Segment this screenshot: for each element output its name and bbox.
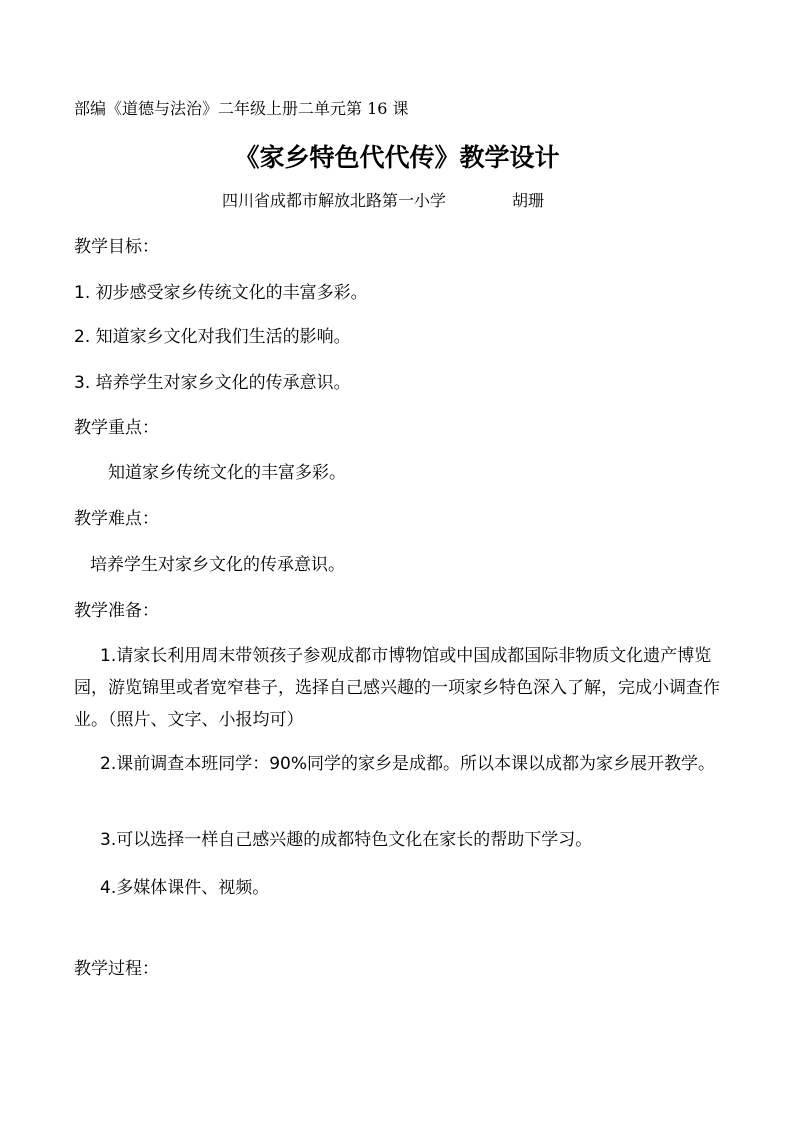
document-title: 《家乡特色代代传》教学设计 bbox=[234, 143, 560, 172]
goal-item: 1. 初步感受家乡传统文化的丰富多彩。 bbox=[74, 283, 368, 303]
process-heading: 教学过程： bbox=[74, 959, 159, 979]
preparation-item: 3.可以选择一样自己感兴趣的成都特色文化在家长的帮助下学习。 bbox=[100, 830, 593, 850]
course-header: 部编《道德与法治》二年级上册二单元第 16 课 bbox=[74, 99, 409, 118]
author-name: 胡珊 bbox=[512, 191, 545, 210]
goal-item: 2. 知道家乡文化对我们生活的影响。 bbox=[74, 327, 351, 347]
goal-item: 3. 培养学生对家乡文化的传承意识。 bbox=[74, 373, 351, 393]
difficulty-heading: 教学难点： bbox=[74, 509, 159, 529]
preparation-item: 1.请家长利用周末带领孩子参观成都市博物馆或中国成都国际非物质文化遗产博览园，游览锦里或者宽窄巷子，选择自己感兴趣的一项家乡特色深入了解，完成小调查作业。（照片、文字、小报均可） bbox=[74, 646, 720, 730]
key-point-text: 知道家乡传统文化的丰富多彩。 bbox=[108, 463, 346, 483]
preparation-item: 2.课前调查本班同学：90%同学的家乡是成都。所以本课以成都为家乡展开教学。 bbox=[100, 754, 716, 774]
difficulty-text: 培养学生对家乡文化的传承意识。 bbox=[90, 555, 345, 575]
author-line bbox=[222, 190, 544, 212]
preparation-heading: 教学准备： bbox=[74, 601, 159, 621]
key-point-heading: 教学重点： bbox=[74, 418, 159, 438]
goals-heading: 教学目标： bbox=[74, 237, 159, 257]
preparation-item: 4.多媒体课件、视频。 bbox=[100, 878, 270, 898]
school-name: 四川省成都市解放北路第一小学 bbox=[222, 191, 447, 210]
